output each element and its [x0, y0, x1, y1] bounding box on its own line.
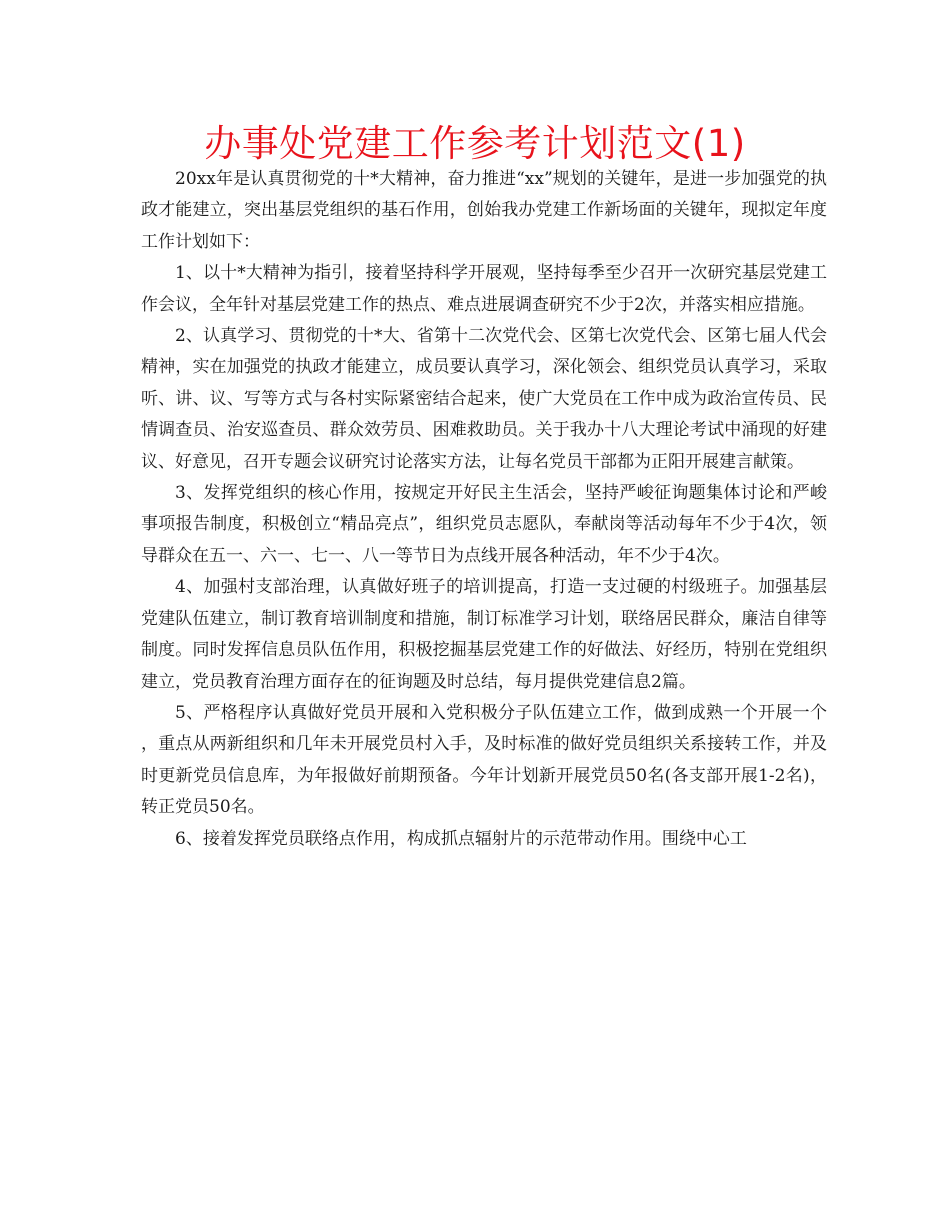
paragraph-item-4: 4、加强村支部治理，认真做好班子的培训提高，打造一支过硬的村级班子。加强基层党建队伍建立，制订教育培训制度和措施，制订标准学习计划，联络居民群众，廉洁自律等制度。同时发挥信息员队伍作用，积极挖掘基层党建工作的好做法、好经历，特别在党组织建立，党员教育治理方面存在的征询题及时总结，每月提供党建信息2篇。 — [141, 577, 827, 692]
document-title: 办事处党建工作参考计划范文(1) — [204, 122, 746, 165]
paragraph-item-6: 6、接着发挥党员联络点作用，构成抓点辐射片的示范带动作用。围绕中心工 — [175, 828, 747, 849]
paragraph-item-2: 2、认真学习、贯彻党的十*大、省第十二次党代会、区第七次党代会、区第七届人代会精神，实在加强党的执政才能建立，成员要认真学习，深化领会、组织党员认真学习，采取听、讲、议、写等方式与各村实际紧密结合起来，使广大党员在工作中成为政治宣传员、民情调查员、治安巡查员、群众效劳员、困难救助员。关于我办十八大理论考试中涌现的好建议、好意见，召开专题会议研究讨论落实方法，让每名党员干部都为正阳开展建言献策。 — [141, 326, 827, 472]
document-body — [141, 164, 827, 855]
paragraph-item-1: 1、以十*大精神为指引，接着坚持科学开展观，坚持每季至少召开一次研究基层党建工作会议，全年针对基层党建工作的热点、难点进展调查研究不少于2次，并落实相应措施。 — [141, 263, 827, 315]
paragraph-item-3: 3、发挥党组织的核心作用，按规定开好民主生活会，坚持严峻征询题集体讨论和严峻事项报告制度，积极创立“精品亮点”，组织党员志愿队，奉献岗等活动每年不少于4次，领导群众在五一、六一、七一、八一等节日为点线开展各种活动，年不少于4次。 — [141, 483, 827, 566]
paragraph-item-5: 5、严格程序认真做好党员开展和入党积极分子队伍建立工作，做到成熟一个开展一个，重点从两新组织和几年未开展党员村入手，及时标准的做好党员组织关系接转工作，并及时更新党员信息库，为年报做好前期预备。今年计划新开展党员50名(各支部开展1-2名)，转正党员50名。 — [141, 702, 827, 818]
paragraph-intro: 20xx年是认真贯彻党的十*大精神，奋力推进“xx”规划的关键年，是进一步加强党的执政才能建立，突出基层党组织的基石作用，创始我办党建工作新场面的关键年，现拟定年度工作计划如下： — [141, 169, 827, 252]
